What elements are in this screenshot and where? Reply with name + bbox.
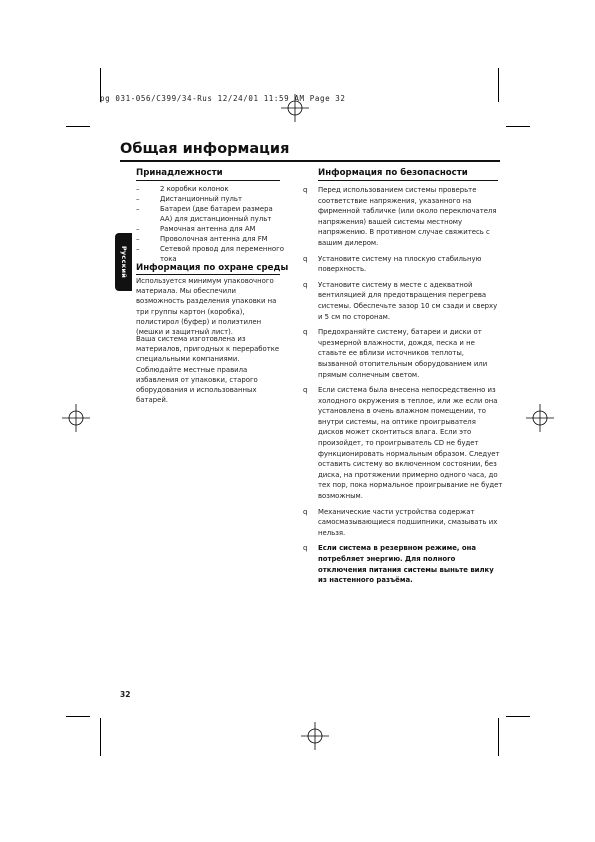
accessories-list [136,184,286,264]
crop-mark [506,716,530,717]
list-item: – Батареи (две батареи размера AA) для дистанционный пульт [136,205,273,223]
list-item: q Установите систему в месте с адекватной вентиляцией для предотвращения перегрева системы. Обеспечьте зазор 10 см сзади и сверху и 5 см по сторонам. [303,280,498,321]
list-item: – Дистанционный пульт [136,195,242,203]
list-item: – Сетевой провод для переменного тока [136,245,284,263]
accessories-heading-rule [136,180,280,181]
language-tab-label: Русский [119,245,128,279]
safety-heading: Информация по безопасности [318,168,468,178]
list-item: q Перед использованием системы проверьте соответствие напряжения, указанного на фирменной табличке (или около переключателя напряжения) вашей системы местному напряжению. В противном случае свяжитесь с вашим дилером. [303,186,497,247]
list-item: q Установите систему на плоскую стабильную поверхность. [303,254,482,274]
crop-mark [66,716,90,717]
crop-mark [66,126,90,127]
language-tab [115,233,132,291]
list-item: q Предохраняйте систему, батареи и диски от чрезмерной влажности, дождя, песка и не ставьте ее вблизи источников теплоты, вызванной отопительным оборудованием или прямым солнечным светом. [303,328,488,379]
list-item: q Механические части устройства содержат самосмазывающиеся подшипники, смазывать их нельзя. [303,507,498,537]
environment-heading-rule [136,274,280,275]
list-item: q Если система была внесена непосредственно из холодного окружения в теплое, или же если она установлена в очень влажном помещении, то внутри системы, на оптике проигрывателя дисков может сконтиться влага. Если это произойдет, то проигрыватель CD не будет функционировать нормальным образом. Следует оставить систему во включенном состоянии, без диска, на протяжении примерно одного часа, до тех пор, пока нормальное проигрывание не будет возможным. [303,386,503,501]
accessories-heading: Принадлежности [136,168,223,178]
list-item: – Проволочная антенна для FM [136,235,268,243]
safety-heading-rule [318,180,498,181]
print-slug: pg 031-056/C399/34-Rus 12/24/01 11:59 AM Page 32 [100,94,346,103]
list-item: q Если система в резервном режиме, она потребляет энергию. Для полного отключения питания системы выньте вилку из настенного разъёма. [303,544,494,585]
environment-paragraph: Используется минимум упаковочного материала. Мы обеспечили возможность разделения упаковки на три группы картон (коробка), полистирол (буфер) и полиэтилен (мешки и защитный лист). [136,277,277,337]
title-divider [120,160,500,162]
page-number: 32 [120,690,131,699]
crop-mark [506,126,530,127]
crop-mark [498,68,499,102]
environment-heading: Информация по охране среды [136,263,289,273]
crop-mark [100,718,101,756]
safety-list [303,185,503,591]
crop-mark [498,718,499,756]
registration-mark-icon [301,722,329,750]
list-item: – 2 коробки колонок [136,185,229,193]
registration-mark-icon [62,404,90,432]
page-title: Общая информация [120,141,290,157]
registration-mark-icon [526,404,554,432]
list-item: – Рамочная антенна для AM [136,225,256,233]
environment-paragraph: Ваша система изготовлена из материалов, пригодных к переработке специальными компаниями. Соблюдайте местные правила избавления от упаковки, старого оборудования и использованных батарей. [136,335,280,405]
